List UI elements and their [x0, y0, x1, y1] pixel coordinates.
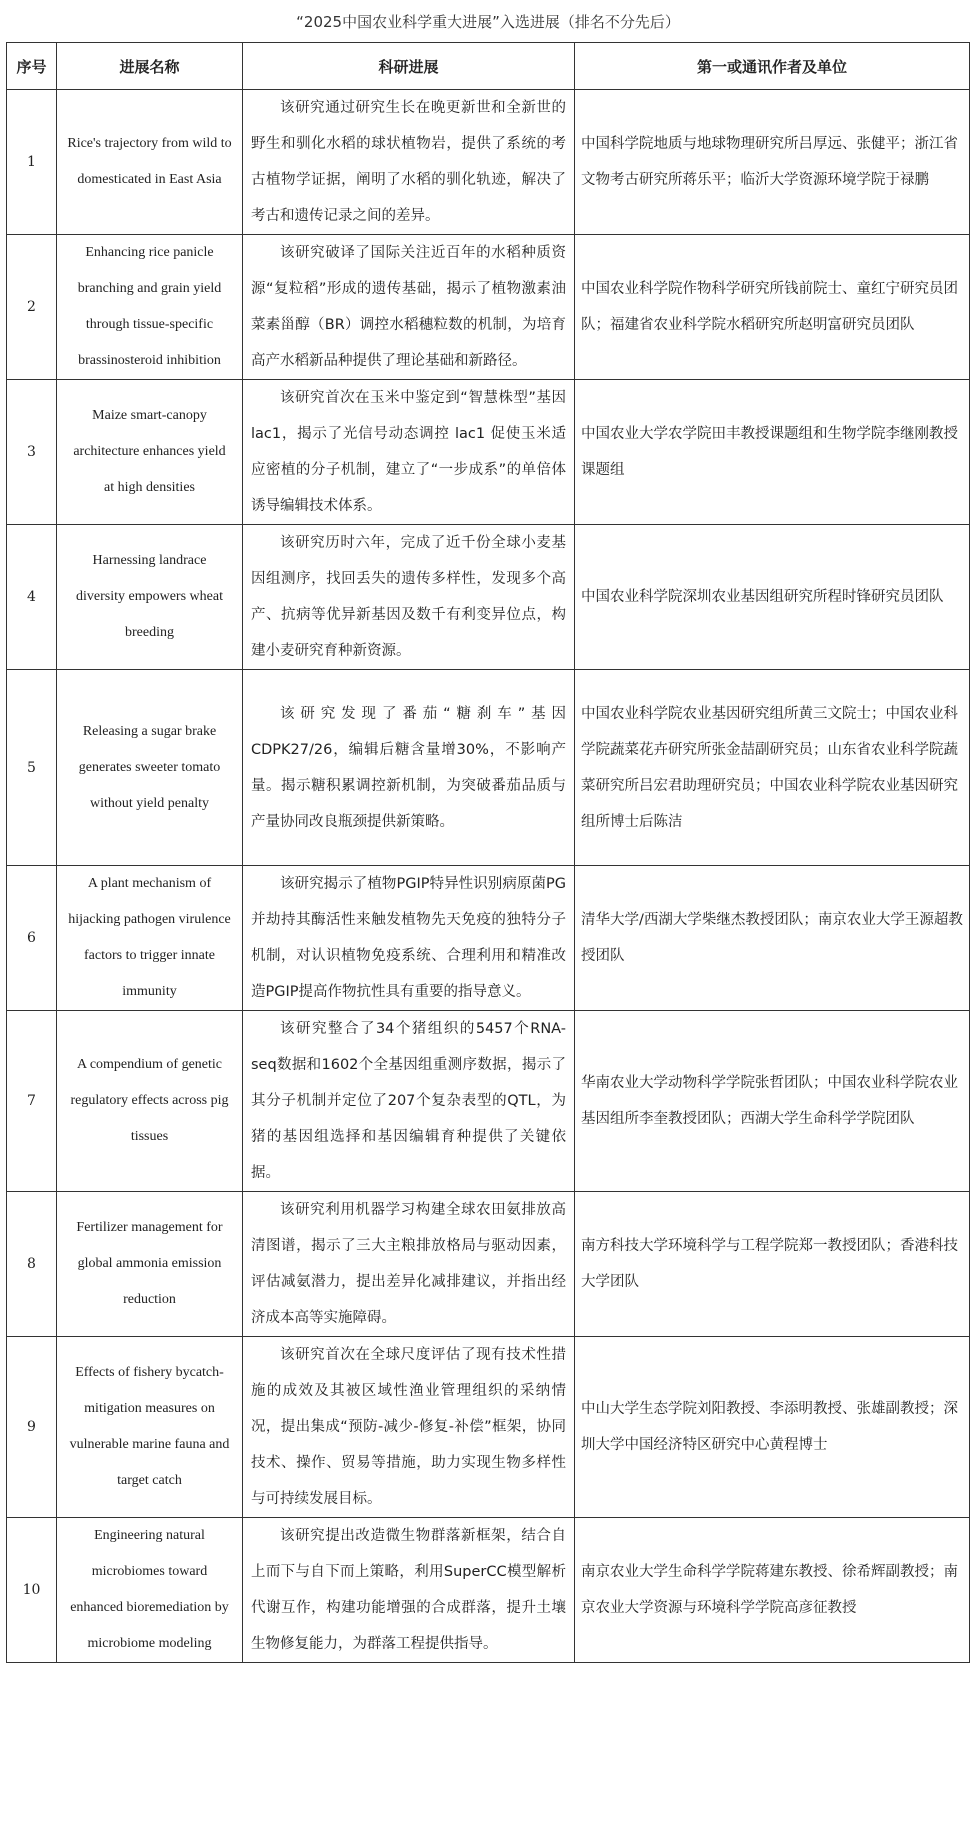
- row-authors: 清华大学/西湖大学柴继杰教授团队；南京农业大学王源超教授团队: [575, 866, 970, 1011]
- row-no: 2: [7, 235, 57, 380]
- row-authors: 南京农业大学生命科学学院蒋建东教授、徐希辉副教授；南京农业大学资源与环境科学学院高彦征教授: [575, 1518, 970, 1663]
- row-authors: 华南农业大学动物科学学院张哲团队；中国农业科学院农业基因组所李奎教授团队；西湖大学生命科学学院团队: [575, 1011, 970, 1192]
- row-name: Harnessing landrace diversity empowers wheat breeding: [57, 525, 243, 670]
- row-progress: 该研究发现了番茄“糖刹车”基因CDPK27/26，编辑后糖含量增30%，不影响产量。揭示糖积累调控新机制，为突破番茄品质与产量协同改良瓶颈提供新策略。: [243, 670, 575, 866]
- row-name: Rice's trajectory from wild to domesticated in East Asia: [57, 90, 243, 235]
- header-progress: 科研进展: [243, 43, 575, 90]
- table-row: [7, 1192, 970, 1337]
- table-row: [7, 670, 970, 866]
- table-header-row: [7, 43, 970, 90]
- row-name: Maize smart-canopy architecture enhances yield at high densities: [57, 380, 243, 525]
- row-name: A plant mechanism of hijacking pathogen virulence factors to trigger innate immunity: [57, 866, 243, 1011]
- row-progress: 该研究首次在玉米中鉴定到“智慧株型”基因lac1，揭示了光信号动态调控 lac1 促使玉米适应密植的分子机制，建立了“一步成系”的单倍体诱导编辑技术体系。: [243, 380, 575, 525]
- row-no: 6: [7, 866, 57, 1011]
- row-authors: 中国科学院地质与地球物理研究所吕厚远、张健平；浙江省文物考古研究所蒋乐平；临沂大学资源环境学院于禄鹏: [575, 90, 970, 235]
- row-name: Fertilizer management for global ammonia emission reduction: [57, 1192, 243, 1337]
- row-progress: 该研究揭示了植物PGIP特异性识别病原菌PG并劫持其酶活性来触发植物先天免疫的独特分子机制，对认识植物免疫系统、合理利用和精准改造PGIP提高作物抗性具有重要的指导意义。: [243, 866, 575, 1011]
- header-name: 进展名称: [57, 43, 243, 90]
- row-progress: 该研究利用机器学习构建全球农田氨排放高清图谱，揭示了三大主粮排放格局与驱动因素，评估减氨潜力，提出差异化减排建议，并指出经济成本高等实施障碍。: [243, 1192, 575, 1337]
- table-row: [7, 1518, 970, 1663]
- row-authors: 中山大学生态学院刘阳教授、李添明教授、张雄副教授；深圳大学中国经济特区研究中心黄程博士: [575, 1337, 970, 1518]
- row-name: Effects of fishery bycatch-mitigation measures on vulnerable marine fauna and target catch: [57, 1337, 243, 1518]
- row-progress: 该研究提出改造微生物群落新框架，结合自上而下与自下而上策略，利用SuperCC模型解析代谢互作，构建功能增强的合成群落，提升土壤生物修复能力，为群落工程提供指导。: [243, 1518, 575, 1663]
- table-row: [7, 866, 970, 1011]
- row-no: 1: [7, 90, 57, 235]
- row-no: 3: [7, 380, 57, 525]
- row-name: Enhancing rice panicle branching and grain yield through tissue-specific brassinosteroid inhibition: [57, 235, 243, 380]
- row-progress: 该研究破译了国际关注近百年的水稻种质资源“复粒稻”形成的遗传基础，揭示了植物激素油菜素甾醇（BR）调控水稻穗粒数的机制，为培育高产水稻新品种提供了理论基础和新路径。: [243, 235, 575, 380]
- row-no: 8: [7, 1192, 57, 1337]
- row-name: Releasing a sugar brake generates sweeter tomato without yield penalty: [57, 670, 243, 866]
- row-no: 9: [7, 1337, 57, 1518]
- table-row: [7, 1337, 970, 1518]
- row-progress: 该研究通过研究生长在晚更新世和全新世的野生和驯化水稻的球状植物岩，提供了系统的考古植物学证据，阐明了水稻的驯化轨迹，解决了考古和遗传记录之间的差异。: [243, 90, 575, 235]
- row-progress: 该研究首次在全球尺度评估了现有技术性措施的成效及其被区域性渔业管理组织的采纳情况，提出集成“预防-减少-修复-补偿”框架，协同技术、操作、贸易等措施，助力实现生物多样性与可持续发展目标。: [243, 1337, 575, 1518]
- row-authors: 中国农业科学院深圳农业基因组研究所程时锋研究员团队: [575, 525, 970, 670]
- row-authors: 中国农业科学院作物科学研究所钱前院士、童红宁研究员团队；福建省农业科学院水稻研究所赵明富研究员团队: [575, 235, 970, 380]
- table-row: [7, 1011, 970, 1192]
- header-authors: 第一或通讯作者及单位: [575, 43, 970, 90]
- table-row: [7, 525, 970, 670]
- progress-table: [6, 42, 970, 1663]
- row-no: 5: [7, 670, 57, 866]
- header-no: 序号: [7, 43, 57, 90]
- row-no: 7: [7, 1011, 57, 1192]
- row-authors: 中国农业科学院农业基因研究组所黄三文院士；中国农业科学院蔬菜花卉研究所张金喆副研究员；山东省农业科学院蔬菜研究所吕宏君助理研究员；中国农业科学院农业基因研究组所博士后陈洁: [575, 670, 970, 866]
- row-progress: 该研究历时六年，完成了近千份全球小麦基因组测序，找回丢失的遗传多样性，发现多个高产、抗病等优异新基因及数千有利变异位点，构建小麦研究育种新资源。: [243, 525, 575, 670]
- table-row: [7, 235, 970, 380]
- row-name: Engineering natural microbiomes toward enhanced bioremediation by microbiome modeling: [57, 1518, 243, 1663]
- table-row: [7, 90, 970, 235]
- table-row: [7, 380, 970, 525]
- row-no: 10: [7, 1518, 57, 1663]
- row-authors: 南方科技大学环境科学与工程学院郑一教授团队；香港科技大学团队: [575, 1192, 970, 1337]
- row-progress: 该研究整合了34个猪组织的5457个RNA-seq数据和1602个全基因组重测序数据，揭示了其分子机制并定位了207个复杂表型的QTL，为猪的基因组选择和基因编辑育种提供了关键依据。: [243, 1011, 575, 1192]
- row-authors: 中国农业大学农学院田丰教授课题组和生物学院李继刚教授课题组: [575, 380, 970, 525]
- row-no: 4: [7, 525, 57, 670]
- page-title: “2025中国农业科学重大进展”入选进展（排名不分先后）: [296, 13, 680, 31]
- row-name: A compendium of genetic regulatory effects across pig tissues: [57, 1011, 243, 1192]
